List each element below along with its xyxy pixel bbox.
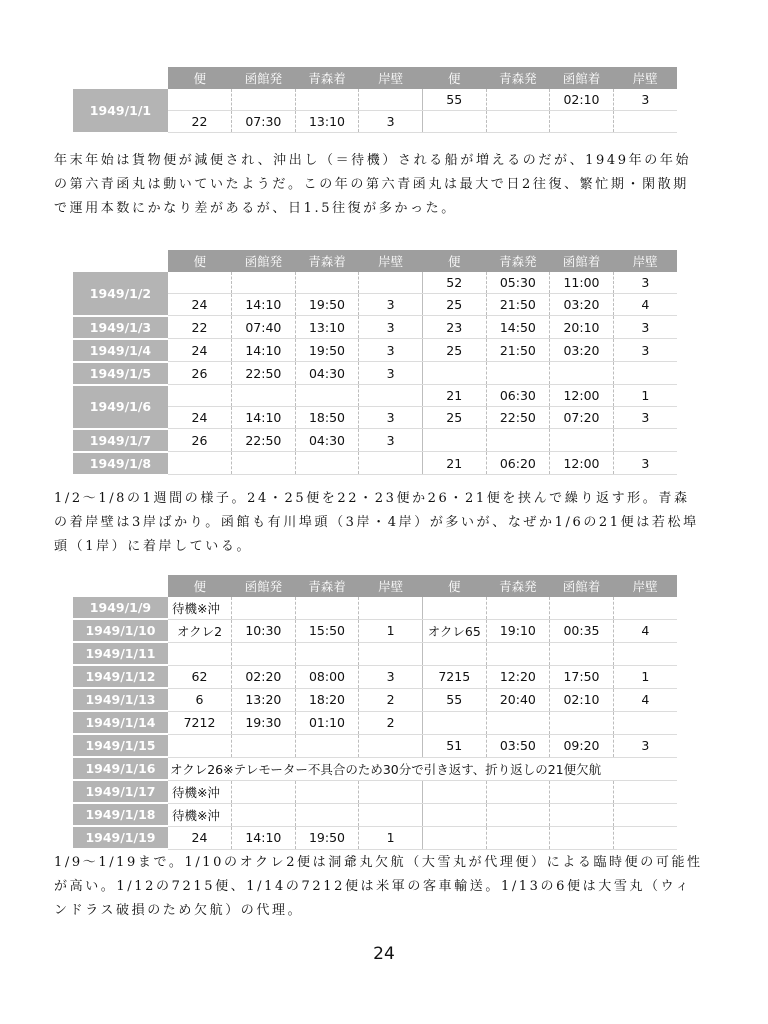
- table-row: 1949/1/4 24 14:10 19:50 3 25 21:50 03:20 3: [73, 339, 677, 362]
- table-row: 1949/1/13 6 13:20 18:20 2 55 20:40 02:10 4: [73, 688, 677, 711]
- row-date: 1949/1/1: [73, 89, 168, 133]
- table-row: [73, 757, 677, 780]
- table-row: 1949/1/10 オクレ2 10:30 15:50 1 オクレ65 19:10 00:35 4: [73, 619, 677, 642]
- table-row: 1949/1/2 52 05:30 11:00 3: [73, 272, 677, 294]
- row-date: 1949/1/19: [73, 826, 168, 849]
- header-hakodate-dep: 函館発: [232, 575, 296, 597]
- header-pier: 岸壁: [613, 575, 677, 597]
- header-hakodate-dep: 函館発: [232, 67, 296, 89]
- table-row: 1949/1/15 51 03:50 09:20 3: [73, 734, 677, 757]
- header-hakodate-arr: 函館着: [550, 575, 614, 597]
- row-date: 1949/1/14: [73, 711, 168, 734]
- table-header-row: [73, 250, 677, 272]
- schedule-table-2: [73, 250, 677, 476]
- row-date: 1949/1/13: [73, 688, 168, 711]
- row-date: 1949/1/3: [73, 316, 168, 339]
- page-number: 24: [373, 944, 395, 964]
- row-date: 1949/1/17: [73, 780, 168, 803]
- table-row: 24 14:10 18:50 3 25 22:50 07:20 3: [73, 407, 677, 429]
- row-date: 1949/1/15: [73, 734, 168, 757]
- table-header-row: [73, 67, 677, 89]
- table-row: 1949/1/6 21 06:30 12:00 1: [73, 385, 677, 407]
- table-row: 1949/1/14 7212 19:30 01:10 2: [73, 711, 677, 734]
- table-row: 1949/1/18 待機※沖: [73, 803, 677, 826]
- row-date: 1949/1/5: [73, 362, 168, 385]
- row-date: 1949/1/11: [73, 642, 168, 665]
- table-row: 1949/1/12 62 02:20 08:00 3 7215 12:20 17:50 1: [73, 665, 677, 688]
- table-row: 1949/1/1 55 02:10 3: [73, 89, 677, 111]
- header-hakodate-arr: 函館着: [550, 250, 614, 272]
- header-bin: 便: [168, 575, 232, 597]
- header-hakodate-arr: 函館着: [550, 67, 614, 89]
- table-row: 1949/1/19 24 14:10 19:50 1: [73, 826, 677, 849]
- header-pier: 岸壁: [359, 250, 423, 272]
- table-row: 1949/1/17 待機※沖: [73, 780, 677, 803]
- header-aomori-arr: 青森着: [295, 67, 359, 89]
- header-aomori-arr: 青森着: [295, 575, 359, 597]
- row-date: 1949/1/8: [73, 452, 168, 475]
- header-aomori-dep: 青森発: [486, 250, 550, 272]
- paragraph-2: 1/2〜1/8の1週間の様子。24・25便を22・23便か26・21便を挟んで繰り返す形。青森の着岸壁は3岸ばかり。函館も有川埠頭（3岸・4岸）が多いが、なぜか1/6の21便は若松埠頭（1岸）に着岸している。: [54, 491, 699, 554]
- header-pier: 岸壁: [359, 67, 423, 89]
- header-bin: 便: [168, 250, 232, 272]
- table-row: 22 07:30 13:10 3: [73, 111, 677, 133]
- table-row: 24 14:10 19:50 3 25 21:50 03:20 4: [73, 294, 677, 316]
- table-row: 1949/1/7 26 22:50 04:30 3: [73, 429, 677, 452]
- row-date: 1949/1/2: [73, 272, 168, 316]
- row-date: 1949/1/7: [73, 429, 168, 452]
- row-note: オクレ26※テレモーター不具合のため30分で引き返す、折り返しの21便欠航: [168, 757, 677, 780]
- table-row: 1949/1/9 待機※沖: [73, 597, 677, 619]
- header-blank: [73, 67, 168, 89]
- header-hakodate-dep: 函館発: [232, 250, 296, 272]
- header-pier: 岸壁: [613, 250, 677, 272]
- row-date: 1949/1/18: [73, 803, 168, 826]
- row-date: 1949/1/16: [73, 757, 168, 780]
- row-date: 1949/1/4: [73, 339, 168, 362]
- table-row: 1949/1/5 26 22:50 04:30 3: [73, 362, 677, 385]
- header-bin: 便: [422, 67, 486, 89]
- row-date: 1949/1/6: [73, 385, 168, 429]
- row-date: 1949/1/9: [73, 597, 168, 619]
- header-aomori-dep: 青森発: [486, 575, 550, 597]
- header-aomori-arr: 青森着: [295, 250, 359, 272]
- table-header-row: [73, 575, 677, 597]
- row-date: 1949/1/10: [73, 619, 168, 642]
- paragraph-3: 1/9〜1/19まで。1/10のオクレ2便は洞爺丸欠航（大雪丸が代理便）による臨時便の可能性が高い。1/12の7215便、1/14の7212便は米軍の客車輸送。1/13の6便は大雪丸（ウィンドラス破損のため欠航）の代理。: [54, 855, 703, 918]
- header-pier: 岸壁: [613, 67, 677, 89]
- paragraph-1: 年末年始は貨物便が減便され、沖出し（＝待機）される船が増えるのだが、1949年の年始の第六青函丸は動いていたようだ。この年の第六青函丸は最大で日2往復、繁忙期・閑散期で運用本数にかなり差があるが、日1.5往復が多かった。: [54, 153, 692, 216]
- header-pier: 岸壁: [359, 575, 423, 597]
- schedule-table-1: [73, 67, 677, 134]
- header-bin: 便: [422, 250, 486, 272]
- header-bin: 便: [422, 575, 486, 597]
- header-bin: 便: [168, 67, 232, 89]
- row-date: 1949/1/12: [73, 665, 168, 688]
- table-row: 1949/1/8 21 06:20 12:00 3: [73, 452, 677, 475]
- table-row: [73, 642, 677, 665]
- schedule-table-3: [73, 575, 677, 850]
- header-aomori-dep: 青森発: [486, 67, 550, 89]
- table-row: 1949/1/3 22 07:40 13:10 3 23 14:50 20:10 3: [73, 316, 677, 339]
